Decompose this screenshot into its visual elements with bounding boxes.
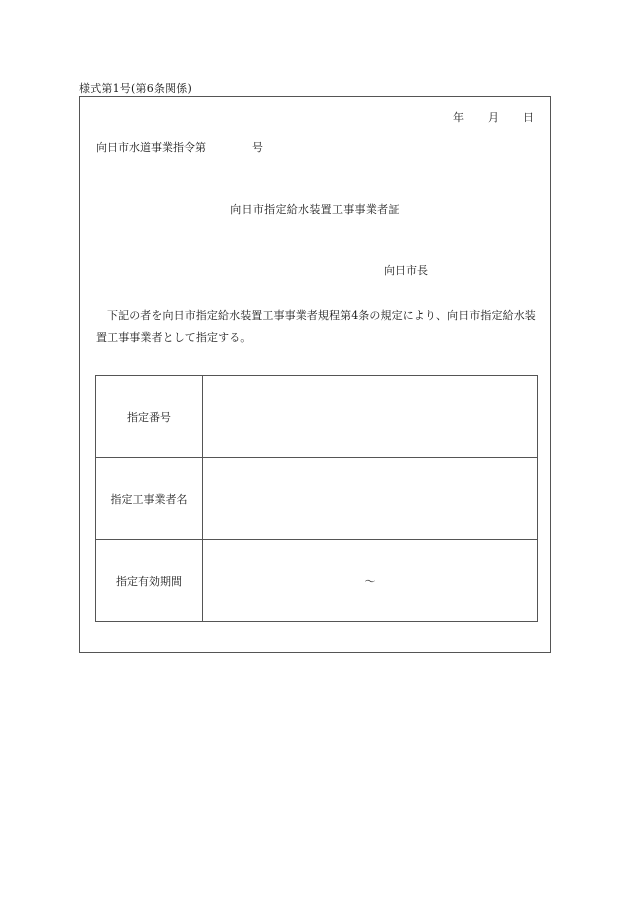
reference-prefix: 向日市水道事業指令第 xyxy=(96,141,206,154)
table-row xyxy=(96,458,538,540)
designation-number-label: 指定番号 xyxy=(96,376,203,458)
date-day-unit: 日 xyxy=(523,111,534,124)
reference-number xyxy=(96,139,263,155)
certificate-info-table xyxy=(95,375,538,622)
date-year-unit: 年 xyxy=(453,111,464,124)
form-label: 様式第1号(第6条関係) xyxy=(79,82,192,95)
validity-period-label: 指定有効期間 xyxy=(96,540,203,622)
date-month-unit: 月 xyxy=(488,111,499,124)
certificate-frame xyxy=(79,96,551,653)
date-line xyxy=(453,109,534,125)
validity-period-value: ～ xyxy=(203,540,538,622)
table-row xyxy=(96,540,538,622)
contractor-name-value xyxy=(203,458,538,540)
designation-number-value xyxy=(203,376,538,458)
certificate-title: 向日市指定給水装置工事事業者証 xyxy=(230,203,400,216)
issuer-name: 向日市長 xyxy=(384,264,428,277)
reference-suffix: 号 xyxy=(252,141,263,154)
contractor-name-label: 指定工事業者名 xyxy=(96,458,203,540)
table-row xyxy=(96,376,538,458)
certificate-body-text: 下記の者を向日市指定給水装置工事事業者規程第4条の規定により、向日市指定給水装置工事事業者として指定する。 xyxy=(96,309,536,344)
